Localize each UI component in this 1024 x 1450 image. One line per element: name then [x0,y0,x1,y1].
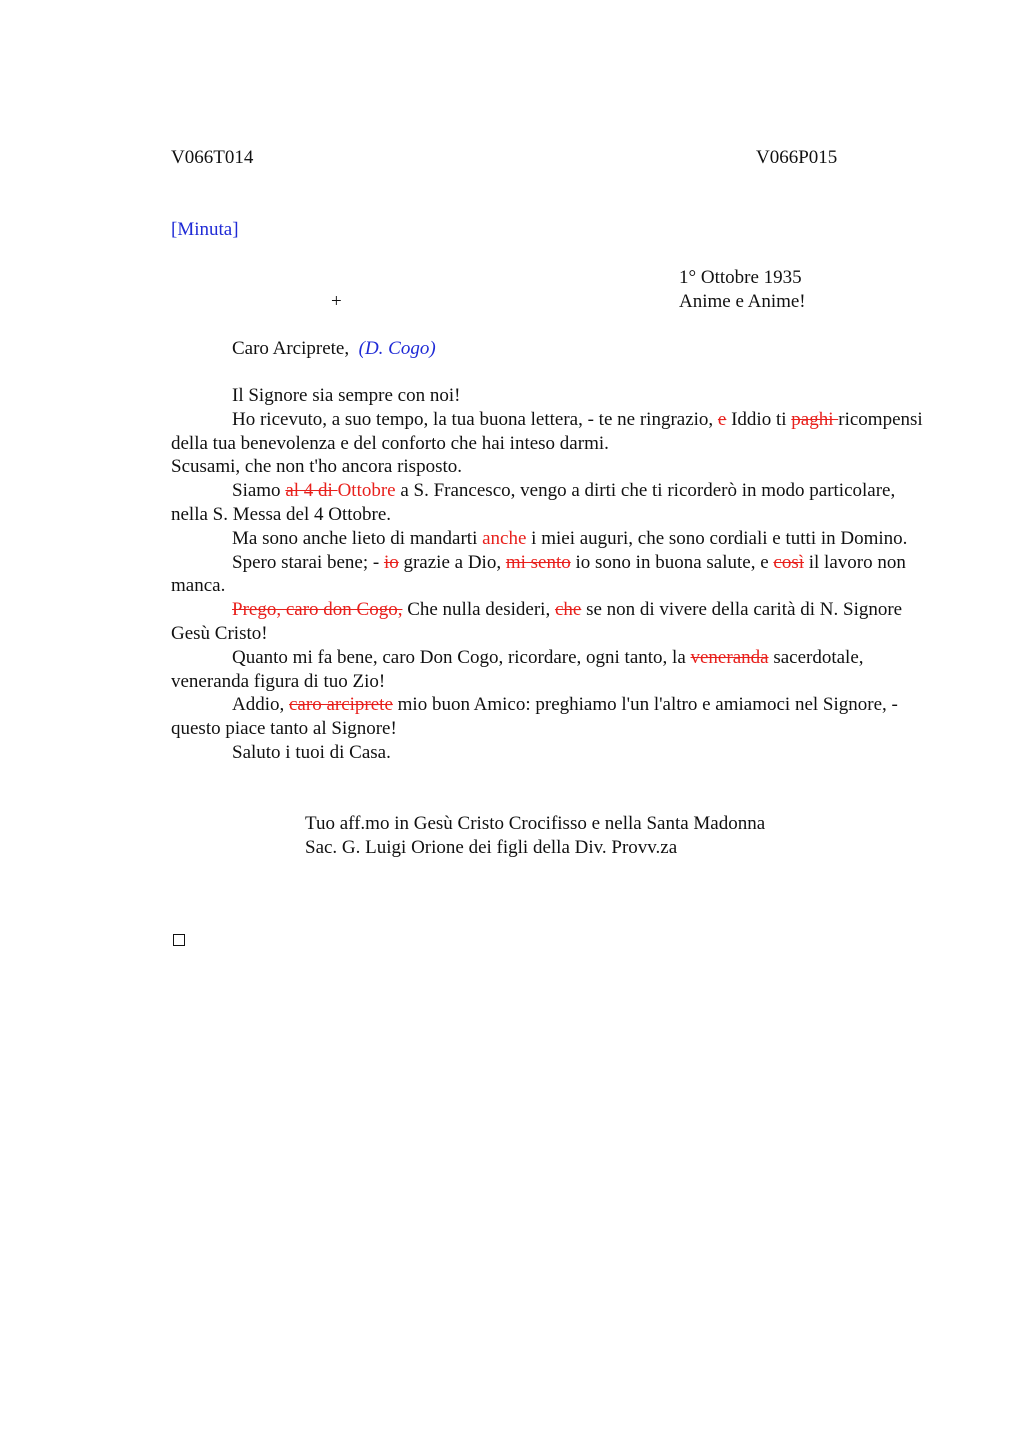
deleted-text: paghi [791,408,839,430]
paragraph-9: Addio, caro arciprete mio buon Amico: preghiamo l'un l'altro e amiamoci nel Signore, - questo piace tanto al Signore! [171,694,898,740]
letter-body [171,384,931,765]
square-outline-icon [173,934,185,946]
paragraph-10: Saluto i tuoi di Casa. [232,741,391,763]
salutation [232,337,436,361]
recipient-annotation: (D. Cogo) [358,338,436,359]
deleted-text: così [773,551,804,573]
inserted-text: anche [482,527,527,549]
deleted-text: veneranda [690,646,769,668]
paragraph-7: Prego, caro don Cogo, Che nulla desideri, che se non di vivere della carità di N. Signore Gesù Cristo! [171,599,903,644]
inserted-text: Ottobre [337,480,396,502]
signature-line-2: Sac. G. Luigi Orione dei figli della Div. Provv.za [305,837,678,858]
paragraph-8: Quanto mi fa bene, caro Don Cogo, ricordare, ogni tanto, la veneranda sacerdotale, veneranda figura di tuo Zio! [171,646,864,692]
cross-symbol: + [331,291,342,312]
deleted-text: e [717,408,727,430]
signature-block [305,812,765,860]
paragraph-2: Ho ricevuto, a suo tempo, la tua buona lettera, - te ne ringrazio, e Iddio ti paghi ricompensi della tua benevolenza e del conforto che hai inteso darmi. [171,408,923,454]
salutation-text: Caro Arciprete, [232,338,350,359]
paragraph-3: Scusami, che non t'ho ancora risposto. [171,456,463,478]
deleted-text: che [554,599,582,621]
paragraph-6: Spero starai bene; - io grazie a Dio, mi sento io sono in buona salute, e così il lavoro non manca. [171,551,906,597]
signature-line-1: Tuo aff.mo in Gesù Cristo Crocifisso e nella Santa Madonna [305,813,766,834]
deleted-text: caro arciprete [289,694,393,716]
paragraph-5: Ma sono anche lieto di mandarti anche i miei auguri, che sono cordiali e tutti in Domino. [232,527,908,549]
paragraph-1: Il Signore sia sempre con noi! [232,385,461,406]
deleted-text: io [383,551,399,573]
minuta-label: [Minuta] [171,219,239,240]
paragraph-4: Siamo al 4 di Ottobre a S. Francesco, vengo a dirti che ti ricorderò in modo particolare, nella S. Messa del 4 Ottobre. [171,480,896,525]
document-code-right: V066P015 [756,147,838,168]
deleted-text: mi sento [505,551,571,573]
deleted-text: Prego, caro don Cogo, [232,599,403,621]
letter-motto: Anime e Anime! [679,291,806,312]
document-code-left: V066T014 [171,147,254,168]
letter-date: 1° Ottobre 1935 [679,267,802,288]
deleted-text: al 4 di [285,480,338,502]
